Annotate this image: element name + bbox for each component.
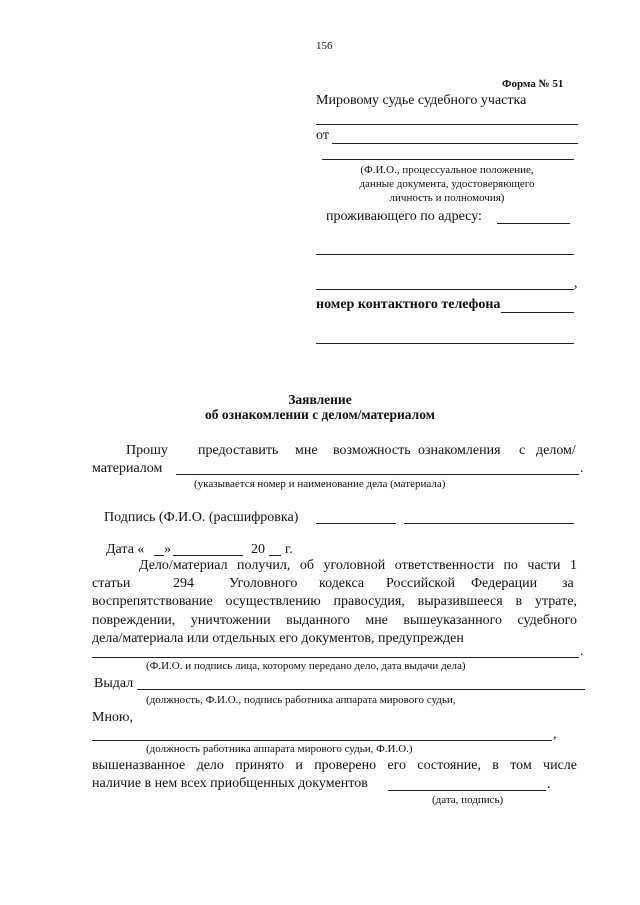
- received-line-3: воспрепятствование осуществлению правосудия, выразившееся в утрате,: [92, 594, 577, 609]
- signature-line-2: [404, 523, 574, 524]
- title-line-1: Заявление: [288, 392, 352, 407]
- request-w3: мне: [295, 443, 318, 458]
- accepted-line-1: вышеназванное дело принято и проверено его состояние, в том числе: [92, 758, 577, 773]
- fio-note-1: (Ф.И.О., процессуальное положение,: [360, 164, 534, 176]
- address-line-short: [497, 223, 570, 224]
- title-line-2: об ознакомлении с делом/материалом: [205, 407, 435, 422]
- request-line2-label: материалом: [92, 461, 163, 476]
- request-w5: ознакомления: [418, 443, 501, 458]
- addressee-to: Мировому судье судебного участка: [316, 93, 527, 108]
- date-year-line: [269, 555, 281, 556]
- date-month-line: [173, 555, 243, 556]
- received-l2-w3: Уголовного: [229, 576, 298, 591]
- form-number: Форма № 51: [502, 78, 564, 90]
- date-close: »: [164, 542, 171, 557]
- received-sign-line: [92, 657, 579, 658]
- signature-line-1: [316, 523, 396, 524]
- received-l2-w2: 294: [173, 576, 194, 591]
- accepted-line-2: наличие в нем всех приобщенных документов: [92, 776, 368, 791]
- address-comma: ,: [574, 276, 578, 291]
- fio-note-3: личность и полномочия): [389, 192, 505, 204]
- received-period: .: [580, 644, 584, 659]
- issued-label: Выдал: [94, 676, 134, 691]
- date-label: Дата «: [106, 542, 145, 557]
- issued-note: (должность, Ф.И.О., подпись работника аппарата мирового судьи,: [146, 694, 456, 706]
- addressee-line-2: [322, 159, 574, 160]
- request-w6: с: [519, 443, 526, 458]
- received-line-1: Дело/материал получил, об уголовной ответственности по части 1: [139, 558, 577, 573]
- phone-line-2: [316, 343, 574, 344]
- by-me-note: (должность работника аппарата мирового судьи, Ф.И.О.): [146, 743, 413, 755]
- date-suffix: г.: [285, 542, 293, 557]
- request-w2: предоставить: [198, 443, 279, 458]
- from-label: от: [316, 128, 329, 143]
- date-year: 20: [251, 542, 265, 557]
- page-number: 156: [316, 40, 333, 52]
- request-w7: делом/: [536, 443, 576, 458]
- phone-line: [501, 312, 574, 313]
- date-day-line: [154, 555, 164, 556]
- accepted-line: [388, 790, 546, 791]
- issued-line: [137, 689, 585, 690]
- received-line-5: дела/материала или отдельных его документов, предупрежден: [92, 631, 464, 646]
- signature-label: Подпись (Ф.И.О. (расшифровка): [104, 510, 299, 525]
- phone-label: номер контактного телефона: [316, 297, 501, 312]
- by-me-line: [92, 740, 552, 741]
- accepted-period: .: [547, 777, 551, 792]
- from-line: [332, 143, 578, 144]
- addressee-line-1: [316, 124, 578, 125]
- by-me-comma: ,: [553, 727, 557, 742]
- received-l2-w6: Федерации: [471, 576, 538, 591]
- request-w1: Прошу: [126, 443, 168, 458]
- address-line-2: [316, 289, 574, 290]
- received-l2-w7: за: [562, 576, 574, 591]
- received-l2-w4: кодекса: [319, 576, 365, 591]
- request-note: (указывается номер и наименование дела (материала): [194, 478, 446, 490]
- request-w4: возможность: [333, 443, 411, 458]
- address-line-1: [316, 254, 574, 255]
- request-case-line: [176, 474, 579, 475]
- accepted-note: (дата, подпись): [432, 794, 504, 806]
- by-me-label: Мною,: [92, 710, 133, 725]
- received-line-4: повреждении, уничтожении выданного мне вышеуказанного судебного: [92, 613, 577, 628]
- fio-note-2: данные документа, удостоверяющего: [359, 178, 535, 190]
- received-l2-w1: статьи: [92, 576, 131, 591]
- received-note: (Ф.И.О. и подпись лица, которому передано дело, дата выдачи дела): [146, 660, 466, 672]
- request-period: .: [580, 461, 584, 476]
- received-l2-w5: Российской: [386, 576, 455, 591]
- address-label: проживающего по адресу:: [326, 209, 482, 224]
